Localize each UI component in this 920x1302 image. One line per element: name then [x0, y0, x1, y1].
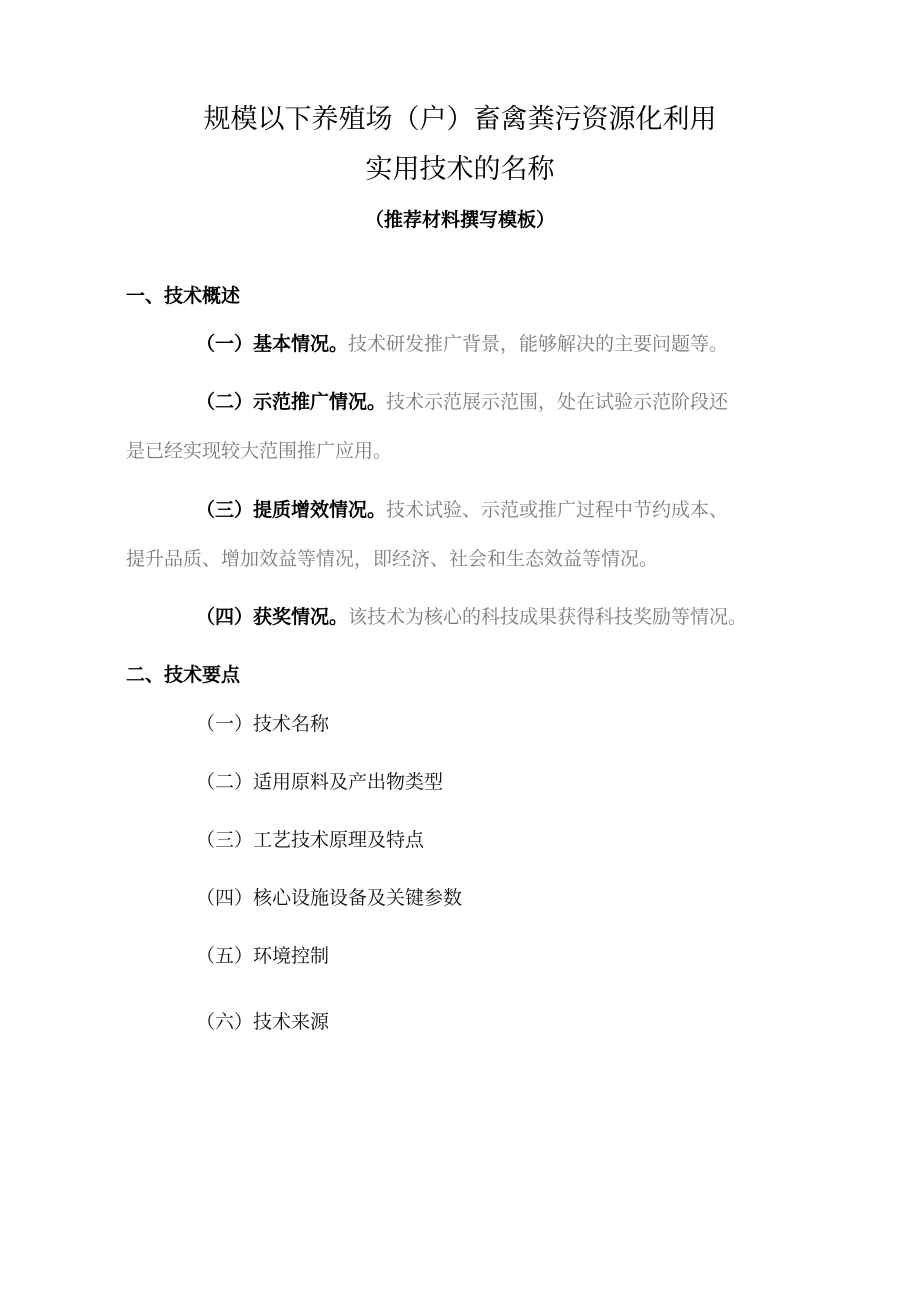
overview-item-demo-continued: 是已经实现较大范围推广应用。 [126, 440, 393, 462]
item-text: 技术试验、示范或推广过程中节约成本、 [386, 499, 729, 521]
item-text: 技术示范展示范围，处在试验示范阶段还 [386, 391, 729, 413]
key-point-item: （五）环境控制 [196, 945, 330, 967]
document-subtitle: （推荐材料撰写模板） [364, 209, 555, 231]
section-heading-key-points: 二、技术要点 [126, 664, 241, 686]
key-point-item: （二）适用原料及产出物类型 [196, 771, 444, 793]
section-heading-overview: 一、技术概述 [126, 285, 241, 307]
key-point-item: （一）技术名称 [196, 713, 330, 735]
overview-item-awards [196, 603, 747, 631]
key-point-item: （三）工艺技术原理及特点 [196, 829, 425, 851]
item-label: （二）示范推广情况。 [196, 391, 387, 413]
item-label: （四）获奖情况。 [196, 606, 349, 628]
overview-item-efficiency [196, 496, 728, 524]
item-label: （三）提质增效情况。 [196, 499, 387, 521]
item-text: 该技术为核心的科技成果获得科技奖励等情况。 [348, 606, 748, 628]
overview-item-basic [196, 330, 728, 358]
key-point-item: （四）核心设施设备及关键参数 [196, 887, 463, 909]
item-label: （一）基本情况。 [196, 333, 349, 355]
document-title-line-2: 实用技术的名称 [365, 154, 555, 185]
item-text: 技术研发推广背景，能够解决的主要问题等。 [348, 333, 729, 355]
key-point-item: （六）技术来源 [196, 1011, 330, 1033]
overview-item-demo [196, 388, 728, 416]
overview-item-efficiency-continued: 提升品质、增加效益等情况，即经济、社会和生态效益等情况。 [126, 548, 659, 570]
document-title-line-1: 规模以下养殖场（户）畜禽粪污资源化利用 [203, 104, 717, 135]
